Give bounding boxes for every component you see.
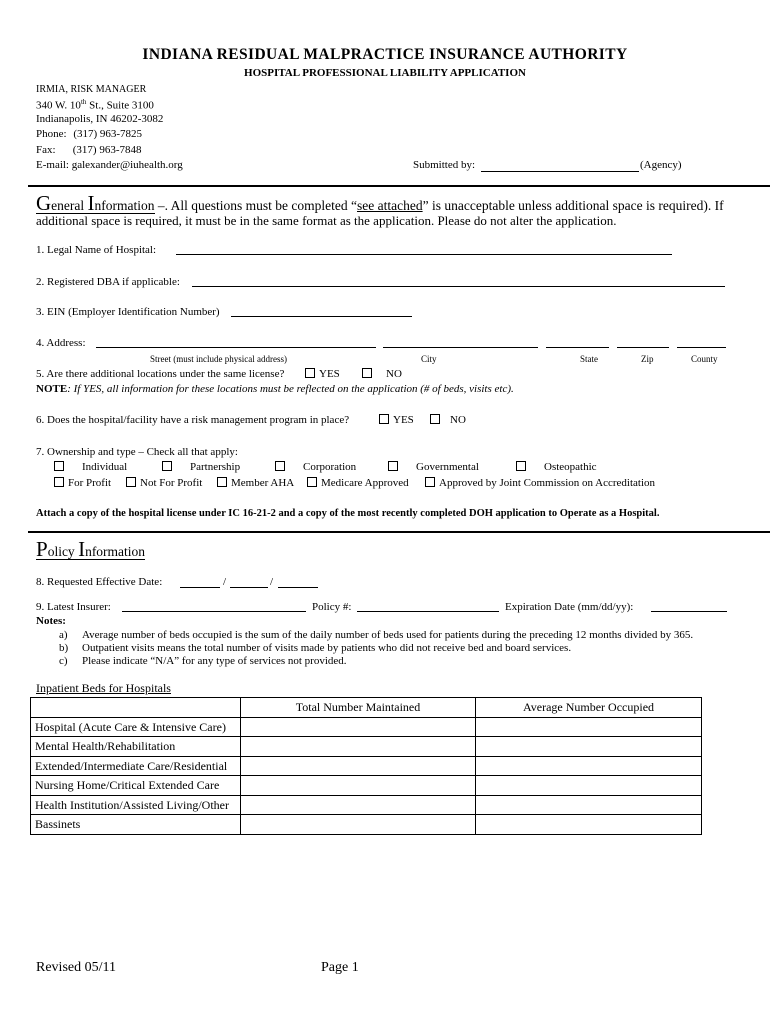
q5-note xyxy=(36,383,514,395)
own-jca-label: Approved by Joint Commission on Accreditation xyxy=(439,477,656,489)
own-individual-option[interactable] xyxy=(54,461,127,473)
average-occupied-cell[interactable] xyxy=(476,776,702,796)
address-post: St., Suite 3100 xyxy=(86,99,154,112)
policy-info-heading xyxy=(36,537,145,562)
city-field[interactable] xyxy=(383,347,538,348)
inpatient-beds-table xyxy=(30,697,702,835)
q6-yes-label: YES xyxy=(393,414,414,426)
q6-no-option[interactable] xyxy=(430,414,466,426)
own-osteopathic-option[interactable] xyxy=(516,461,597,473)
row-label: Health Institution/Assisted Living/Other xyxy=(31,795,241,815)
note-b-letter: b) xyxy=(59,642,69,654)
average-occupied-cell[interactable] xyxy=(476,815,702,835)
note-a-text: Average number of beds occupied is the sum of the daily number of beds used for patients during the preceding 12 months divided by 365. xyxy=(82,629,694,641)
table-row xyxy=(31,776,702,796)
q5-no-label: NO xyxy=(386,368,402,380)
own-osteopathic-checkbox[interactable] xyxy=(516,461,526,471)
street-caption: Street (must include physical address) xyxy=(150,354,287,364)
table-row xyxy=(31,795,702,815)
dba-field[interactable] xyxy=(192,286,725,287)
own-for-profit-checkbox[interactable] xyxy=(54,477,64,487)
own-member-aha-checkbox[interactable] xyxy=(217,477,227,487)
expiration-field[interactable] xyxy=(651,611,727,612)
submitted-by-field[interactable] xyxy=(481,171,639,172)
q8-label: 8. Requested Effective Date: xyxy=(36,576,163,588)
q5-yes-checkbox[interactable] xyxy=(305,368,315,378)
q6-no-label: NO xyxy=(450,414,466,426)
contact-phone xyxy=(36,128,142,140)
total-maintained-cell[interactable] xyxy=(241,737,476,757)
contact-address xyxy=(36,98,154,112)
q6-yes-checkbox[interactable] xyxy=(379,414,389,424)
own-not-for-profit-option[interactable] xyxy=(126,477,202,489)
own-jca-checkbox[interactable] xyxy=(425,477,435,487)
row-label: Mental Health/Rehabilitation xyxy=(31,737,241,757)
policy-number-label: Policy #: xyxy=(312,601,352,613)
see-attached-text: see attached xyxy=(357,198,423,213)
fax-label: Fax: xyxy=(36,144,56,156)
general-intro-line2: additional space is required, it must be in the same format as the application. Please do not alter the application. xyxy=(36,213,617,228)
submitted-by-label: Submitted by: xyxy=(413,159,476,171)
phone-label: Phone: xyxy=(36,128,67,140)
table-row xyxy=(31,717,702,737)
note-label: NOTE xyxy=(36,383,68,395)
general-intro-b: ” is unacceptable unless additional space is required). If xyxy=(422,198,724,213)
own-medicare-label: Medicare Approved xyxy=(321,477,409,489)
contact-email: E-mail: galexander@iuhealth.org xyxy=(36,159,183,171)
form-title: INDIANA RESIDUAL MALPRACTICE INSURANCE AUTHORITY xyxy=(142,46,628,63)
beds-title: Inpatient Beds for Hospitals xyxy=(36,681,171,695)
city-caption: City xyxy=(421,354,437,364)
q6-yes-option[interactable] xyxy=(379,414,414,426)
general-intro-a: –. All questions must be completed “ xyxy=(154,198,358,213)
submitted-agency-label: (Agency) xyxy=(640,159,682,171)
average-occupied-cell[interactable] xyxy=(476,795,702,815)
attach-instruction: Attach a copy of the hospital license under IC 16-21-2 and a copy of the most recently completed DOH application to Operate as a Hospital. xyxy=(36,508,660,519)
expiration-label: Expiration Date (mm/dd/yy): xyxy=(505,601,634,613)
policy-number-field[interactable] xyxy=(357,611,499,612)
row-label: Nursing Home/Critical Extended Care xyxy=(31,776,241,796)
effective-year-field[interactable] xyxy=(278,587,318,588)
section-divider-general xyxy=(28,185,770,187)
latest-insurer-field[interactable] xyxy=(122,611,306,612)
effective-day-field[interactable] xyxy=(230,587,268,588)
own-medicare-option[interactable] xyxy=(307,477,409,489)
q9-label: 9. Latest Insurer: xyxy=(36,601,111,613)
street-field[interactable] xyxy=(96,347,376,348)
note-text: : If YES, all information for these locations must be reflected on the application (# of beds, visits etc). xyxy=(67,383,514,395)
own-for-profit-label: For Profit xyxy=(68,477,112,489)
average-occupied-cell[interactable] xyxy=(476,756,702,776)
county-field[interactable] xyxy=(677,347,726,348)
page-number: Page 1 xyxy=(321,960,359,975)
date-separator: / xyxy=(223,576,227,588)
date-separator: / xyxy=(270,576,274,588)
total-maintained-cell[interactable] xyxy=(241,795,476,815)
section-divider-policy xyxy=(28,531,770,533)
q5-label: 5. Are there additional locations under the same license? xyxy=(36,368,285,380)
address-sup: th xyxy=(80,98,87,106)
own-corporation-label: Corporation xyxy=(303,461,357,473)
phone-value: (317) 963-7825 xyxy=(73,128,143,140)
own-for-profit-option[interactable] xyxy=(54,477,111,489)
own-partnership-label: Partnership xyxy=(190,461,241,473)
general-title: General Information xyxy=(36,191,155,215)
q7-label: 7. Ownership and type – Check all that apply: xyxy=(36,446,238,458)
total-maintained-cell[interactable] xyxy=(241,717,476,737)
zip-field[interactable] xyxy=(617,347,669,348)
own-not-for-profit-label: Not For Profit xyxy=(140,477,203,489)
address-pre: 340 W. 10 xyxy=(36,99,81,112)
form-subtitle: HOSPITAL PROFESSIONAL LIABILITY APPLICATION xyxy=(244,67,526,79)
own-medicare-checkbox[interactable] xyxy=(307,477,317,487)
total-maintained-cell[interactable] xyxy=(241,776,476,796)
average-occupied-cell[interactable] xyxy=(476,717,702,737)
q6-no-checkbox[interactable] xyxy=(430,414,440,424)
own-partnership-option[interactable] xyxy=(162,461,240,473)
q5-no-option[interactable] xyxy=(362,368,402,380)
col-total-header: Total Number Maintained xyxy=(241,698,476,718)
state-field[interactable] xyxy=(546,347,609,348)
q3-label: 3. EIN (Employer Identification Number) xyxy=(36,306,220,318)
own-not-for-profit-checkbox[interactable] xyxy=(126,477,136,487)
fax-value: (317) 963-7848 xyxy=(72,144,142,156)
table-row xyxy=(31,737,702,757)
note-c-text: Please indicate “N/A” for any type of services not provided. xyxy=(82,655,347,667)
zip-caption: Zip xyxy=(641,354,654,364)
own-individual-checkbox[interactable] xyxy=(54,461,64,471)
policy-title: Policy Information xyxy=(36,537,146,561)
note-c-letter: c) xyxy=(59,655,68,667)
note-b-text: Outpatient visits means the total number of visits made by patients who did not receive bed and board services. xyxy=(82,642,572,654)
own-individual-label: Individual xyxy=(82,461,128,473)
notes-label: Notes: xyxy=(36,615,66,627)
table-header-blank xyxy=(31,698,241,718)
ein-field[interactable] xyxy=(231,316,412,317)
total-maintained-cell[interactable] xyxy=(241,815,476,835)
contact-city: Indianapolis, IN 46202-3082 xyxy=(36,113,164,125)
legal-name-field[interactable] xyxy=(176,254,672,255)
row-label: Bassinets xyxy=(31,815,241,835)
q6-label: 6. Does the hospital/facility have a risk management program in place? xyxy=(36,414,350,426)
q2-label: 2. Registered DBA if applicable: xyxy=(36,276,180,288)
own-corporation-checkbox[interactable] xyxy=(275,461,285,471)
county-caption: County xyxy=(691,354,718,364)
q5-no-checkbox[interactable] xyxy=(362,368,372,378)
q4-label: 4. Address: xyxy=(36,337,86,349)
state-caption: State xyxy=(580,354,598,364)
note-a-letter: a) xyxy=(59,629,68,641)
own-member-aha-label: Member AHA xyxy=(231,477,295,489)
own-osteopathic-label: Osteopathic xyxy=(544,461,597,473)
row-label: Extended/Intermediate Care/Residential xyxy=(31,756,241,776)
contact-fax xyxy=(36,144,142,156)
table-row xyxy=(31,815,702,835)
total-maintained-cell[interactable] xyxy=(241,756,476,776)
table-row xyxy=(31,756,702,776)
own-corporation-option[interactable] xyxy=(275,461,356,473)
effective-month-field[interactable] xyxy=(180,587,220,588)
revision-label: Revised 05/11 xyxy=(36,960,116,975)
own-governmental-option[interactable] xyxy=(388,461,479,473)
own-governmental-checkbox[interactable] xyxy=(388,461,398,471)
contact-org: IRMIA, RISK MANAGER xyxy=(36,84,147,95)
q5-yes-label: YES xyxy=(319,368,340,380)
table-header-row xyxy=(31,698,702,718)
own-jca-option[interactable] xyxy=(425,477,655,489)
own-partnership-checkbox[interactable] xyxy=(162,461,172,471)
own-governmental-label: Governmental xyxy=(416,461,479,473)
average-occupied-cell[interactable] xyxy=(476,737,702,757)
q1-label: 1. Legal Name of Hospital: xyxy=(36,244,157,256)
q5-yes-option[interactable] xyxy=(305,368,340,380)
own-member-aha-option[interactable] xyxy=(217,477,294,489)
col-average-header: Average Number Occupied xyxy=(476,698,702,718)
row-label: Hospital (Acute Care & Intensive Care) xyxy=(31,717,241,737)
